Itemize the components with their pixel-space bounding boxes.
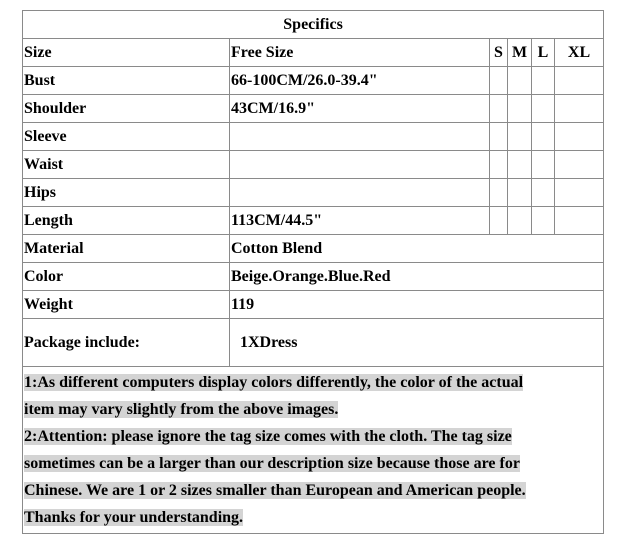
spec-row-weight [23, 291, 604, 319]
size-cell [508, 207, 532, 235]
spec-row-color [23, 263, 604, 291]
note-text: Thanks for your understanding. [24, 509, 244, 526]
spec-label: Sleeve [23, 123, 230, 151]
note-line [24, 423, 603, 450]
spec-value: 43CM/16.9" [230, 95, 490, 123]
note-line [24, 450, 603, 477]
spec-value [230, 151, 490, 179]
spec-row-waist [23, 151, 604, 179]
note-text: sometimes can be a larger than our description size because those are for [24, 455, 520, 472]
size-cell [555, 67, 604, 95]
spec-value [230, 123, 490, 151]
note-text: item may vary slightly from the above images. [24, 401, 339, 418]
table-title: Specifics [23, 11, 604, 39]
size-cell [490, 207, 508, 235]
spec-label: Color [23, 263, 230, 291]
size-cell [555, 207, 604, 235]
spec-value [230, 179, 490, 207]
size-cell [490, 151, 508, 179]
size-cell [490, 179, 508, 207]
size-cell [532, 123, 555, 151]
spec-label: Length [23, 207, 230, 235]
spec-label: Waist [23, 151, 230, 179]
spec-value: Beige.Orange.Blue.Red [230, 263, 604, 291]
spec-label: Hips [23, 179, 230, 207]
size-xl: XL [555, 39, 604, 67]
specifics-table [22, 10, 604, 534]
size-cell [508, 95, 532, 123]
spec-label: Shoulder [23, 95, 230, 123]
spec-row-shoulder [23, 95, 604, 123]
spec-value: 113CM/44.5" [230, 207, 490, 235]
size-cell [490, 95, 508, 123]
size-cell [555, 123, 604, 151]
spec-row-bust [23, 67, 604, 95]
size-cell [532, 207, 555, 235]
spec-row-length [23, 207, 604, 235]
spec-label: Weight [23, 291, 230, 319]
note-text: 1:As different computers display colors differently, the color of the actual [24, 374, 524, 391]
package-row [23, 319, 604, 367]
size-l: L [532, 39, 555, 67]
spec-value: 119 [230, 291, 604, 319]
note-line [24, 396, 603, 423]
size-cell [555, 179, 604, 207]
note-line [24, 369, 603, 396]
spec-value: Cotton Blend [230, 235, 604, 263]
size-cell [532, 95, 555, 123]
size-cell [555, 95, 604, 123]
size-cell [508, 123, 532, 151]
note-line [24, 504, 603, 531]
size-cell [532, 179, 555, 207]
spec-label: Bust [23, 67, 230, 95]
size-value: Free Size [230, 39, 490, 67]
spec-label: Material [23, 235, 230, 263]
size-s: S [490, 39, 508, 67]
spec-row-sleeve [23, 123, 604, 151]
notes-cell [23, 367, 604, 534]
size-cell [508, 151, 532, 179]
title-row [23, 11, 604, 39]
size-cell [490, 123, 508, 151]
size-cell [532, 67, 555, 95]
size-row [23, 39, 604, 67]
size-label: Size [23, 39, 230, 67]
size-cell [508, 179, 532, 207]
notes-row [23, 367, 604, 534]
spec-row-material [23, 235, 604, 263]
note-text: 2:Attention: please ignore the tag size comes with the cloth. The tag size [24, 428, 512, 445]
note-line [24, 477, 603, 504]
note-text: Chinese. We are 1 or 2 sizes smaller than European and American people. [24, 482, 526, 499]
spec-value: 66-100CM/26.0-39.4" [230, 67, 490, 95]
size-cell [555, 151, 604, 179]
spec-row-hips [23, 179, 604, 207]
size-cell [508, 67, 532, 95]
size-cell [532, 151, 555, 179]
size-cell [490, 67, 508, 95]
package-value: 1XDress [230, 319, 604, 367]
package-label: Package include: [23, 319, 230, 367]
size-m: M [508, 39, 532, 67]
